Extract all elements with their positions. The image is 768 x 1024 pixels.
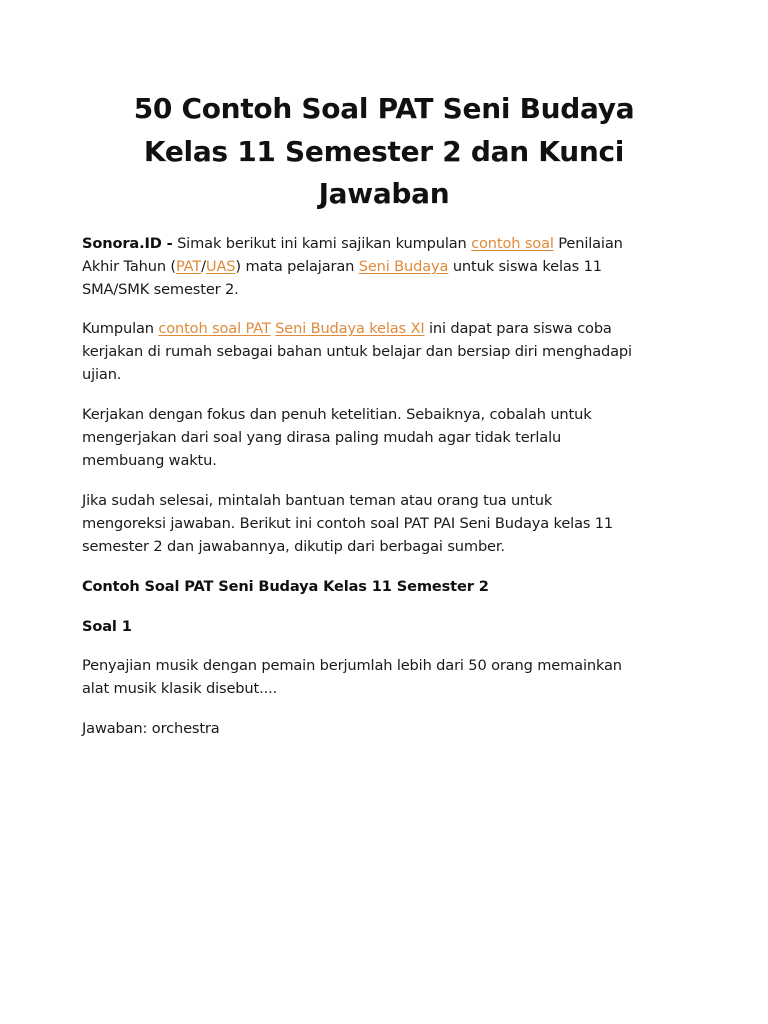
text: untuk siswa kelas 11 (448, 258, 602, 275)
link-seni-budaya-kelas-xi[interactable]: Seni Budaya kelas XI (275, 320, 425, 337)
text: Kerjakan dengan fokus dan penuh ketelitian. Sebaiknya, cobalah untuk (82, 406, 592, 423)
text: mengerjakan dari soal yang dirasa paling mudah agar tidak terlalu (82, 429, 562, 446)
text: Jika sudah selesai, mintalah bantuan teman atau orang tua untuk (82, 492, 553, 509)
page-title (0, 88, 768, 216)
title-line: 50 Contoh Soal PAT Seni Budaya (133, 92, 635, 125)
text: ) mata pelajaran (235, 258, 359, 275)
link-contoh-soal-pat[interactable]: contoh soal PAT (158, 320, 271, 337)
text: mengoreksi jawaban. Berikut ini contoh soal PAT PAI Seni Budaya kelas 11 (82, 515, 614, 532)
text: Penyajian musik dengan pemain berjumlah lebih dari 50 orang memainkan (82, 657, 622, 674)
link-uas[interactable]: UAS (205, 258, 236, 275)
question-label: Soal 1 (82, 618, 132, 635)
text: alat musik klasik disebut.... (82, 680, 278, 697)
paragraph-2 (82, 317, 632, 386)
text: / (201, 258, 206, 275)
text: Simak berikut ini kami sajikan kumpulan (172, 235, 472, 252)
answer-text: Jawaban: orchestra (82, 720, 220, 737)
text: SMA/SMK semester 2. (82, 281, 239, 298)
text: Penilaian (553, 235, 623, 252)
question-text (82, 654, 622, 700)
title-line: Jawaban (318, 177, 450, 210)
text: kerjakan di rumah sebagai bahan untuk belajar dan bersiap diri menghadapi (82, 343, 632, 360)
text: Akhir Tahun ( (82, 258, 176, 275)
title-line: Kelas 11 Semester 2 dan Kunci (143, 134, 625, 168)
intro-paragraph (82, 232, 623, 301)
section-heading: Contoh Soal PAT Seni Budaya Kelas 11 Semester 2 (82, 578, 489, 595)
text: Kumpulan (82, 320, 159, 337)
paragraph-3 (82, 403, 592, 472)
text: ujian. (82, 366, 122, 383)
link-seni-budaya[interactable]: Seni Budaya (358, 258, 449, 275)
text: ini dapat para siswa coba (424, 320, 612, 337)
paragraph-4 (82, 489, 613, 558)
text: membuang waktu. (82, 452, 217, 469)
source-label: Sonora.ID - (82, 235, 173, 252)
link-pat[interactable]: PAT (175, 258, 202, 275)
text: semester 2 dan jawabannya, dikutip dari berbagai sumber. (82, 538, 505, 555)
link-contoh-soal[interactable]: contoh soal (471, 235, 554, 252)
